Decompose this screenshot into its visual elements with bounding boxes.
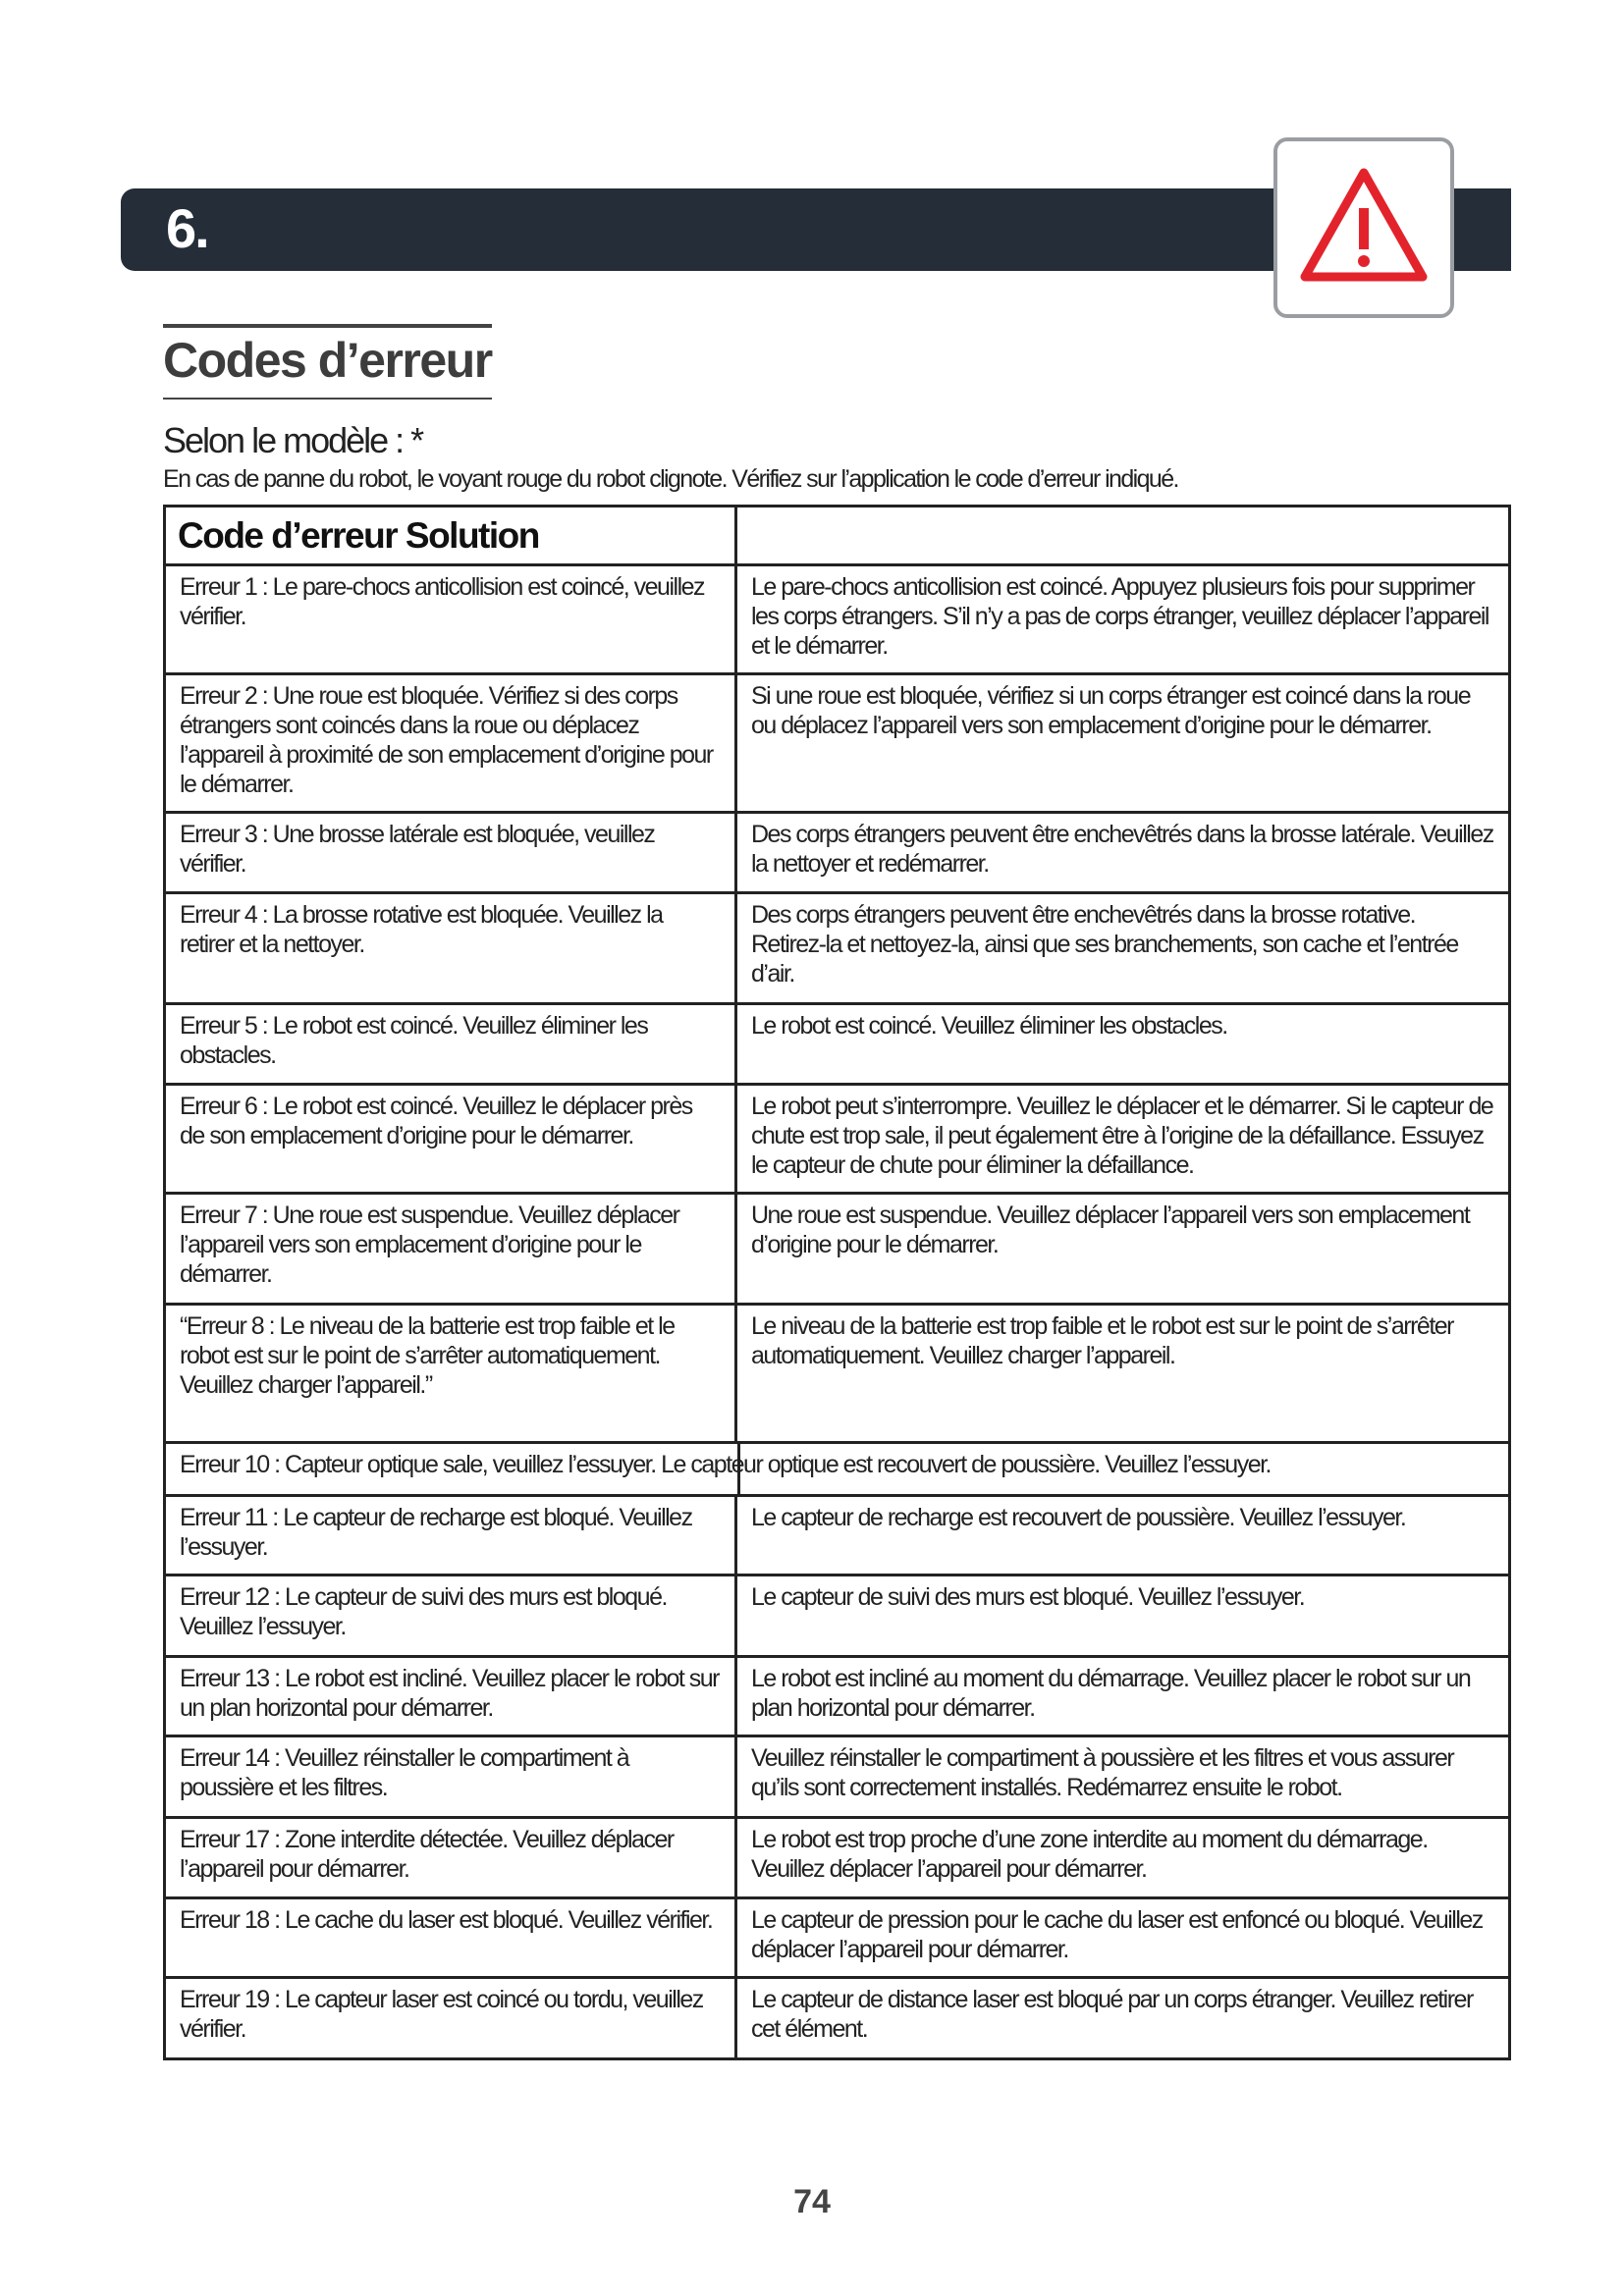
error-code-cell: Erreur 19 : Le capteur laser est coincé ou tordu, veuillez vérifier. — [165, 1978, 736, 2059]
table-row — [165, 1818, 1510, 1898]
solution-cell: Une roue est suspendue. Veuillez déplacer l’appareil vers son emplacement d’origine pour le démarrer. — [736, 1194, 1510, 1305]
table-row — [165, 1004, 1510, 1085]
table-header-row — [165, 507, 1510, 565]
error-code-cell: Erreur 18 : Le cache du laser est bloqué. Veuillez vérifier. — [165, 1898, 736, 1978]
section-number: 6. — [166, 197, 208, 259]
error-code-cell: Erreur 11 : Le capteur de recharge est bloqué. Veuillez l’essuyer. — [165, 1496, 736, 1575]
table-row — [165, 813, 1510, 893]
table-row — [165, 1575, 1510, 1657]
solution-cell: Le niveau de la batterie est trop faible et le robot est sur le point de s’arrêter automatiquement. Veuillez charger l’appareil. — [736, 1305, 1510, 1443]
solution-cell: Le robot est incliné au moment du démarrage. Veuillez placer le robot sur un plan horizontal pour démarrer. — [736, 1657, 1510, 1736]
subtitle: Selon le modèle : * — [163, 420, 423, 460]
solution-cell: Le capteur de recharge est recouvert de poussière. Veuillez l’essuyer. — [736, 1496, 1510, 1575]
solution-cell: Le pare-chocs anticollision est coincé. Appuyez plusieurs fois pour supprimer les corps étrangers. S’il n’y a pas de corps étranger, veuillez déplacer l’appareil et le démarrer. — [736, 565, 1510, 674]
table-row — [165, 565, 1510, 674]
error-code-cell: Erreur 6 : Le robot est coincé. Veuillez le déplacer près de son emplacement d’origine pour le démarrer. — [165, 1085, 736, 1194]
solution-cell: Le robot est coincé. Veuillez éliminer les obstacles. — [736, 1004, 1510, 1085]
table-row — [165, 674, 1510, 813]
solution-cell: Veuillez réinstaller le compartiment à poussière et les filtres et vous assurer qu’ils sont correctement installés. Redémarrez ensuite le robot. — [736, 1736, 1510, 1818]
solution-cell: Si une roue est bloquée, vérifiez si un corps étranger est coincé dans la roue ou déplacez l’appareil vers son emplacement d’origine pour le démarrer. — [736, 674, 1510, 813]
table-row — [165, 1898, 1510, 1978]
error-code-cell: Erreur 7 : Une roue est suspendue. Veuillez déplacer l’appareil vers son emplacement d’origine pour le démarrer. — [165, 1194, 736, 1305]
table-row — [165, 1657, 1510, 1736]
header-code-solution: Code d’erreur Solution — [165, 507, 736, 565]
table-row — [165, 1305, 1510, 1443]
error-code-cell: Erreur 5 : Le robot est coincé. Veuillez éliminer les obstacles. — [165, 1004, 736, 1085]
table-row — [165, 1443, 1510, 1496]
solution-cell: Des corps étrangers peuvent être enchevêtrés dans la brosse rotative. Retirez-la et nettoyez-la, ainsi que ses branchements, son cache et l’entrée d’air. — [736, 893, 1510, 1004]
error-text: Erreur 10 : Capteur optique sale, veuillez l’essuyer. Le capteur optique est recouvert de poussière. Veuillez l’essuyer. — [180, 1451, 1272, 1478]
solution-cell: Le robot est trop proche d’une zone interdite au moment du démarrage. Veuillez déplacer l’appareil pour démarrer. — [736, 1818, 1510, 1898]
error-merged-cell — [165, 1443, 1510, 1496]
solution-cell: Le capteur de pression pour le cache du laser est enfoncé ou bloqué. Veuillez déplacer l’appareil pour démarrer. — [736, 1898, 1510, 1978]
solution-cell: Le capteur de suivi des murs est bloqué. Veuillez l’essuyer. — [736, 1575, 1510, 1657]
error-code-cell: “Erreur 8 : Le niveau de la batterie est trop faible et le robot est sur le point de s’arrêter automatiquement. Veuillez charger l’appareil.” — [165, 1305, 736, 1443]
intro-text: En cas de panne du robot, le voyant rouge du robot clignote. Vérifiez sur l’application le code d’erreur indiqué. — [163, 465, 1178, 493]
error-code-cell: Erreur 3 : Une brosse latérale est bloquée, veuillez vérifier. — [165, 813, 736, 893]
title-bottom-rule — [163, 398, 492, 400]
error-code-cell: Erreur 4 : La brosse rotative est bloquée. Veuillez la retirer et la nettoyer. — [165, 893, 736, 1004]
error-code-cell: Erreur 1 : Le pare-chocs anticollision est coincé, veuillez vérifier. — [165, 565, 736, 674]
title-top-rule — [163, 324, 492, 328]
error-code-cell: Erreur 17 : Zone interdite détectée. Veuillez déplacer l’appareil pour démarrer. — [165, 1818, 736, 1898]
error-code-cell: Erreur 2 : Une roue est bloquée. Vérifiez si des corps étrangers sont coincés dans la roue ou déplacez l’appareil à proximité de son emplacement d’origine pour le démarrer. — [165, 674, 736, 813]
error-code-cell: Erreur 13 : Le robot est incliné. Veuillez placer le robot sur un plan horizontal pour démarrer. — [165, 1657, 736, 1736]
solution-cell: Le robot peut s’interrompre. Veuillez le déplacer et le démarrer. Si le capteur de chute est trop sale, il peut également être à l’origine de la défaillance. Essuyez le capteur de chute pour éliminer la défaillance. — [736, 1085, 1510, 1194]
table-row — [165, 1085, 1510, 1194]
solution-cell: Des corps étrangers peuvent être enchevêtrés dans la brosse latérale. Veuillez la nettoyer et redémarrer. — [736, 813, 1510, 893]
page-number: 74 — [793, 2183, 831, 2220]
page-title: Codes d’erreur — [163, 333, 492, 388]
warning-triangle-icon — [1295, 161, 1433, 298]
table-row — [165, 1978, 1510, 2059]
solution-cell: Le capteur de distance laser est bloqué par un corps étranger. Veuillez retirer cet élément. — [736, 1978, 1510, 2059]
warning-badge — [1273, 137, 1454, 318]
table-row — [165, 1496, 1510, 1575]
error-code-table — [163, 505, 1511, 2060]
table-row — [165, 1736, 1510, 1818]
error-code-cell: Erreur 12 : Le capteur de suivi des murs est bloqué. Veuillez l’essuyer. — [165, 1575, 736, 1657]
column-divider — [737, 1444, 740, 1494]
table-row — [165, 1194, 1510, 1305]
header-empty — [736, 507, 1510, 565]
table-row — [165, 893, 1510, 1004]
error-code-cell: Erreur 14 : Veuillez réinstaller le compartiment à poussière et les filtres. — [165, 1736, 736, 1818]
